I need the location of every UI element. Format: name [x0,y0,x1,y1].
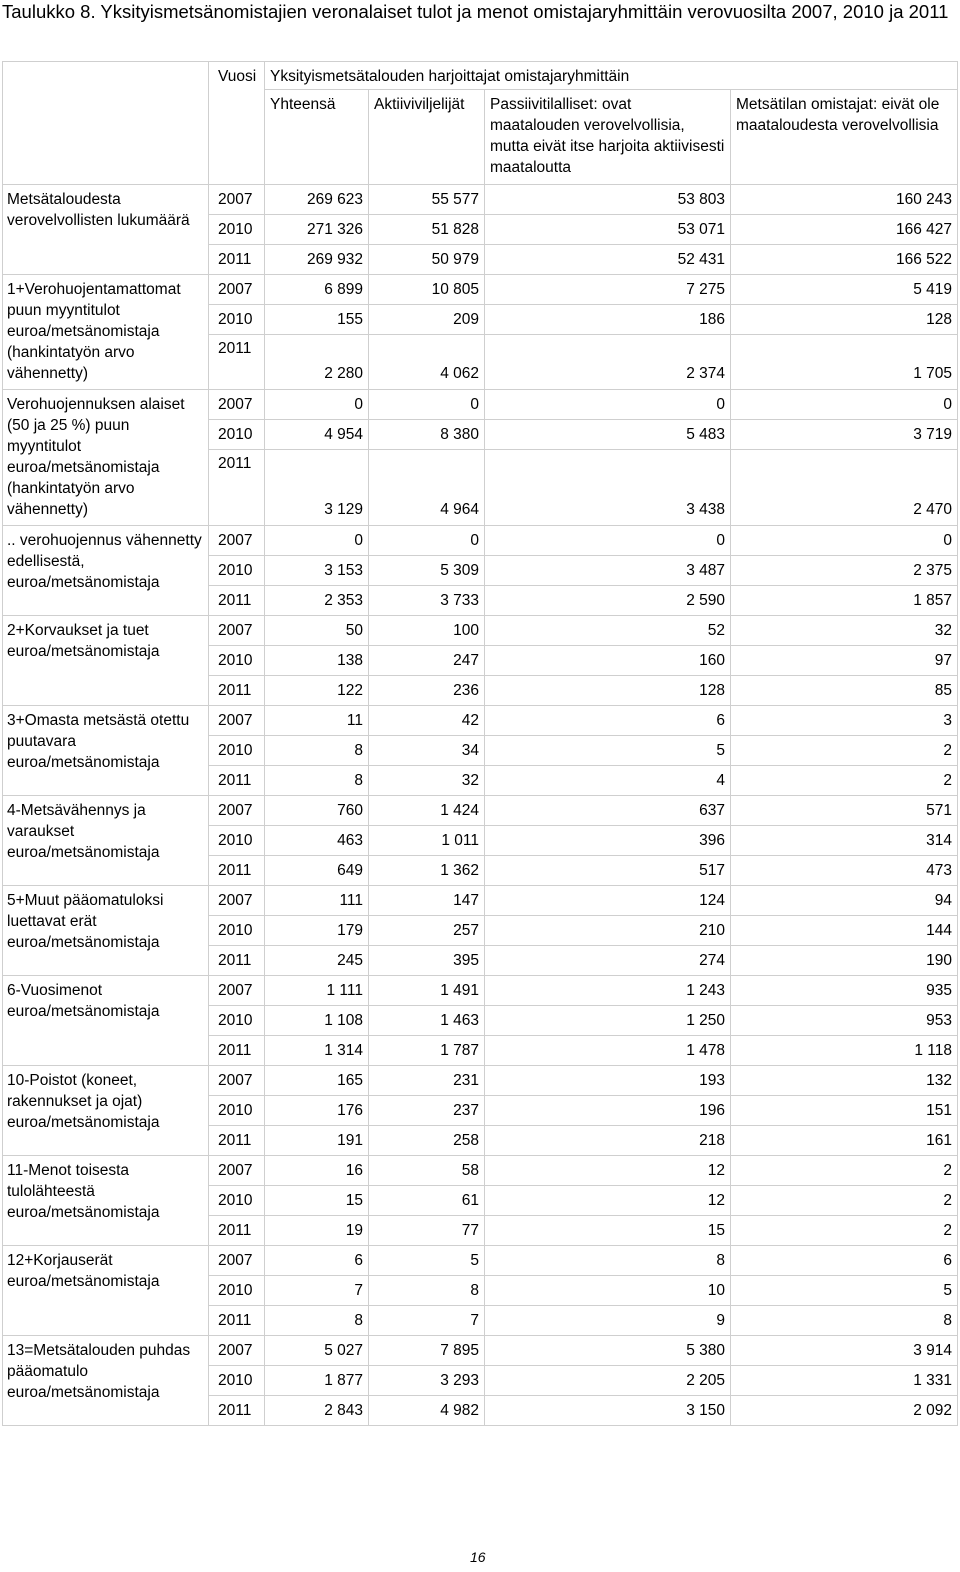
value-cell: 2 280 [265,335,369,390]
table-row [3,886,958,916]
value-cell: 1 243 [485,976,731,1006]
year-cell: 2010 [209,1186,265,1216]
table-row [3,706,958,736]
table-row [3,1246,958,1276]
value-cell: 269 623 [265,185,369,215]
year-cell: 2011 [209,335,265,390]
value-cell: 61 [369,1186,485,1216]
value-cell: 2 [731,766,958,796]
year-cell: 2007 [209,275,265,305]
value-cell: 1 108 [265,1006,369,1036]
value-cell: 3 719 [731,420,958,450]
value-cell: 571 [731,796,958,826]
value-cell: 128 [731,305,958,335]
year-cell: 2007 [209,706,265,736]
value-cell: 7 895 [369,1336,485,1366]
value-cell: 128 [485,676,731,706]
value-cell: 15 [265,1186,369,1216]
year-cell: 2011 [209,946,265,976]
value-cell: 8 [369,1276,485,1306]
value-cell: 0 [485,526,731,556]
year-cell: 2010 [209,646,265,676]
year-cell: 2007 [209,1066,265,1096]
value-cell: 3 438 [485,450,731,526]
value-cell: 52 431 [485,245,731,275]
value-cell: 34 [369,736,485,766]
value-cell: 151 [731,1096,958,1126]
year-cell: 2007 [209,1336,265,1366]
year-cell: 2007 [209,1246,265,1276]
year-cell: 2010 [209,1096,265,1126]
value-cell: 258 [369,1126,485,1156]
year-cell: 2011 [209,1396,265,1426]
value-cell: 196 [485,1096,731,1126]
value-cell: 5 027 [265,1336,369,1366]
year-cell: 2010 [209,556,265,586]
value-cell: 6 899 [265,275,369,305]
value-cell: 176 [265,1096,369,1126]
value-cell: 953 [731,1006,958,1036]
value-cell: 2 [731,1186,958,1216]
year-cell: 2007 [209,796,265,826]
value-cell: 1 011 [369,826,485,856]
value-cell: 4 964 [369,450,485,526]
value-cell: 8 [731,1306,958,1336]
value-cell: 6 [485,706,731,736]
value-cell: 85 [731,676,958,706]
value-cell: 191 [265,1126,369,1156]
value-cell: 50 979 [369,245,485,275]
value-cell: 1 362 [369,856,485,886]
value-cell: 7 275 [485,275,731,305]
year-cell: 2007 [209,616,265,646]
year-cell: 2007 [209,886,265,916]
value-cell: 10 805 [369,275,485,305]
value-cell: 231 [369,1066,485,1096]
value-cell: 2 [731,736,958,766]
value-cell: 32 [369,766,485,796]
value-cell: 1 491 [369,976,485,1006]
year-cell: 2011 [209,766,265,796]
value-cell: 1 705 [731,335,958,390]
value-cell: 160 243 [731,185,958,215]
value-cell: 166 522 [731,245,958,275]
value-cell: 4 954 [265,420,369,450]
value-cell: 100 [369,616,485,646]
value-cell: 3 487 [485,556,731,586]
value-cell: 53 803 [485,185,731,215]
row-group-label: 13=Metsätalouden puhdas pääomatulo euroa/metsänomistaja [3,1336,209,1426]
page-number: 16 [470,1549,486,1565]
row-group-label: 1+Verohuojentamattomat puun myyntitulot euroa/metsänomistaja (hankintatyön arvo vähennetty) [3,275,209,390]
year-cell: 2011 [209,676,265,706]
value-cell: 1 877 [265,1366,369,1396]
value-cell: 32 [731,616,958,646]
value-cell: 3 293 [369,1366,485,1396]
value-cell: 517 [485,856,731,886]
header-group: Yksityismetsätalouden harjoittajat omistajaryhmittäin [265,62,958,90]
value-cell: 3 153 [265,556,369,586]
row-group-label: 3+Omasta metsästä otettu puutavara euroa/metsänomistaja [3,706,209,796]
value-cell: 473 [731,856,958,886]
value-cell: 122 [265,676,369,706]
header-col-active-farmers: Aktiiviviljelijät [369,90,485,185]
value-cell: 0 [369,526,485,556]
row-group-label: Verohuojennuksen alaiset (50 ja 25 %) puun myyntitulot euroa/metsänomistaja (hankintatyön arvo vähennetty) [3,390,209,526]
table-row [3,1066,958,1096]
row-group-label: 4-Metsävähennys ja varaukset euroa/metsänomistaja [3,796,209,886]
header-col-forest-owners: Metsätilan omistajat: eivät ole maataloudesta verovelvollisia [731,90,958,185]
value-cell: 269 932 [265,245,369,275]
value-cell: 161 [731,1126,958,1156]
table-row [3,185,958,215]
year-cell: 2007 [209,1156,265,1186]
value-cell: 209 [369,305,485,335]
row-group-label: 11-Menot toisesta tulolähteestä euroa/metsänomistaja [3,1156,209,1246]
value-cell: 155 [265,305,369,335]
value-cell: 12 [485,1186,731,1216]
value-cell: 2 375 [731,556,958,586]
value-cell: 1 118 [731,1036,958,1066]
year-cell: 2011 [209,586,265,616]
row-group-label: 2+Korvaukset ja tuet euroa/metsänomistaja [3,616,209,706]
value-cell: 15 [485,1216,731,1246]
header-row-1 [3,62,958,90]
value-cell: 3 150 [485,1396,731,1426]
value-cell: 50 [265,616,369,646]
year-cell: 2010 [209,215,265,245]
header-year: Vuosi [209,62,265,185]
row-group-label: 5+Muut pääomatuloksi luettavat erät euroa/metsänomistaja [3,886,209,976]
value-cell: 3 [731,706,958,736]
header-col-passive-holders: Passiivitilalliset: ovat maatalouden verovelvollisia, mutta eivät itse harjoita aktiivisesti maataloutta [485,90,731,185]
year-cell: 2007 [209,976,265,1006]
value-cell: 19 [265,1216,369,1246]
year-cell: 2010 [209,420,265,450]
year-cell: 2011 [209,1126,265,1156]
value-cell: 12 [485,1156,731,1186]
table-row [3,526,958,556]
value-cell: 2 353 [265,586,369,616]
value-cell: 0 [265,390,369,420]
value-cell: 5 309 [369,556,485,586]
value-cell: 6 [731,1246,958,1276]
value-cell: 0 [265,526,369,556]
value-cell: 7 [265,1276,369,1306]
value-cell: 16 [265,1156,369,1186]
value-cell: 193 [485,1066,731,1096]
value-cell: 2 092 [731,1396,958,1426]
value-cell: 649 [265,856,369,886]
year-cell: 2011 [209,1216,265,1246]
value-cell: 2 [731,1216,958,1246]
value-cell: 8 [485,1246,731,1276]
year-cell: 2010 [209,1366,265,1396]
value-cell: 5 [731,1276,958,1306]
value-cell: 4 062 [369,335,485,390]
value-cell: 271 326 [265,215,369,245]
value-cell: 3 129 [265,450,369,526]
value-cell: 2 [731,1156,958,1186]
value-cell: 1 111 [265,976,369,1006]
value-cell: 94 [731,886,958,916]
value-cell: 0 [485,390,731,420]
value-cell: 160 [485,646,731,676]
value-cell: 6 [265,1246,369,1276]
row-group-label: 6-Vuosimenot euroa/metsänomistaja [3,976,209,1066]
year-cell: 2010 [209,736,265,766]
value-cell: 97 [731,646,958,676]
value-cell: 124 [485,886,731,916]
value-cell: 8 380 [369,420,485,450]
value-cell: 7 [369,1306,485,1336]
value-cell: 111 [265,886,369,916]
value-cell: 935 [731,976,958,1006]
value-cell: 53 071 [485,215,731,245]
row-group-label: Metsätaloudesta verovelvollisten lukumäärä [3,185,209,275]
value-cell: 1 787 [369,1036,485,1066]
value-cell: 179 [265,916,369,946]
table-row [3,1336,958,1366]
table-title: Taulukko 8. Yksityismetsänomistajien veronalaiset tulot ja menot omistajaryhmittäin verovuosilta 2007, 2010 ja 2011 [2,1,949,22]
year-cell: 2011 [209,1036,265,1066]
year-cell: 2010 [209,1276,265,1306]
value-cell: 5 [369,1246,485,1276]
year-cell: 2010 [209,826,265,856]
table-row [3,275,958,305]
value-cell: 0 [731,390,958,420]
year-cell: 2007 [209,185,265,215]
value-cell: 1 424 [369,796,485,826]
value-cell: 1 250 [485,1006,731,1036]
value-cell: 138 [265,646,369,676]
year-cell: 2010 [209,1006,265,1036]
value-cell: 132 [731,1066,958,1096]
value-cell: 274 [485,946,731,976]
year-cell: 2007 [209,390,265,420]
header-empty-cell [3,62,209,185]
year-cell: 2010 [209,916,265,946]
value-cell: 3 733 [369,586,485,616]
value-cell: 0 [731,526,958,556]
value-cell: 760 [265,796,369,826]
value-cell: 3 914 [731,1336,958,1366]
value-cell: 1 331 [731,1366,958,1396]
value-cell: 2 843 [265,1396,369,1426]
value-cell: 218 [485,1126,731,1156]
table-row [3,796,958,826]
year-cell: 2010 [209,305,265,335]
value-cell: 8 [265,736,369,766]
value-cell: 2 470 [731,450,958,526]
value-cell: 1 314 [265,1036,369,1066]
value-cell: 5 380 [485,1336,731,1366]
value-cell: 8 [265,766,369,796]
value-cell: 144 [731,916,958,946]
value-cell: 77 [369,1216,485,1246]
value-cell: 190 [731,946,958,976]
value-cell: 51 828 [369,215,485,245]
value-cell: 4 [485,766,731,796]
value-cell: 9 [485,1306,731,1336]
value-cell: 257 [369,916,485,946]
value-cell: 55 577 [369,185,485,215]
value-cell: 11 [265,706,369,736]
table-row [3,390,958,420]
value-cell: 210 [485,916,731,946]
value-cell: 463 [265,826,369,856]
value-cell: 2 374 [485,335,731,390]
value-cell: 42 [369,706,485,736]
year-cell: 2011 [209,1306,265,1336]
year-cell: 2007 [209,526,265,556]
value-cell: 395 [369,946,485,976]
value-cell: 245 [265,946,369,976]
value-cell: 1 463 [369,1006,485,1036]
data-table [2,61,958,1426]
header-col-total: Yhteensä [265,90,369,185]
value-cell: 2 590 [485,586,731,616]
value-cell: 165 [265,1066,369,1096]
value-cell: 314 [731,826,958,856]
value-cell: 1 478 [485,1036,731,1066]
year-cell: 2011 [209,450,265,526]
table-row [3,616,958,646]
value-cell: 2 205 [485,1366,731,1396]
row-group-label: .. verohuojennus vähennetty edellisestä, euroa/metsänomistaja [3,526,209,616]
value-cell: 247 [369,646,485,676]
value-cell: 237 [369,1096,485,1126]
value-cell: 10 [485,1276,731,1306]
year-cell: 2011 [209,856,265,886]
value-cell: 58 [369,1156,485,1186]
value-cell: 396 [485,826,731,856]
value-cell: 52 [485,616,731,646]
row-group-label: 10-Poistot (koneet, rakennukset ja ojat) euroa/metsänomistaja [3,1066,209,1156]
value-cell: 166 427 [731,215,958,245]
value-cell: 4 982 [369,1396,485,1426]
value-cell: 5 419 [731,275,958,305]
table-row [3,1156,958,1186]
row-group-label: 12+Korjauserät euroa/metsänomistaja [3,1246,209,1336]
value-cell: 186 [485,305,731,335]
value-cell: 236 [369,676,485,706]
value-cell: 637 [485,796,731,826]
value-cell: 8 [265,1306,369,1336]
value-cell: 0 [369,390,485,420]
table-row [3,976,958,1006]
value-cell: 5 483 [485,420,731,450]
value-cell: 5 [485,736,731,766]
year-cell: 2011 [209,245,265,275]
value-cell: 147 [369,886,485,916]
value-cell: 1 857 [731,586,958,616]
